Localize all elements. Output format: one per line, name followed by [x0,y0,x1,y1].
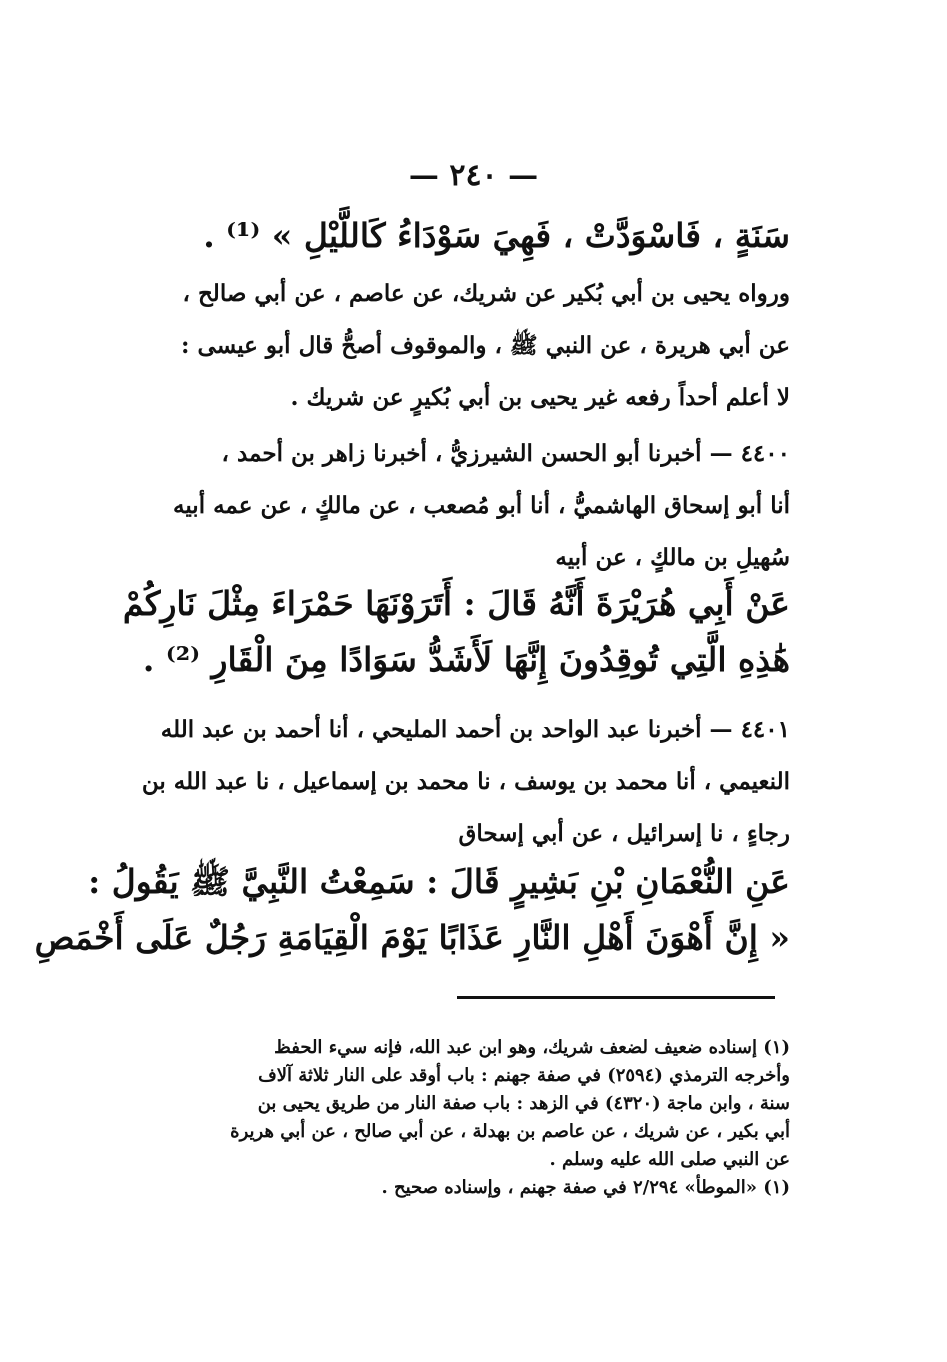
matn-line: هَٰذِهِ الَّتِي تُوقِدُونَ إِنَّهَا لَأَشَدُّ سَوَادًا مِنَ الْقَارِ ⁽²⁾ . [142,640,790,679]
hadith-4401-matn [34,854,790,966]
quote-line: سَنَةٍ ، فَاسْوَدَّتْ ، فَهِيَ سَوْدَاءُ كَاللَّيْلِ » ⁽¹⁾ . [203,216,790,255]
commentary-line: ورواه يحيى بن أبي بُكير عن شريك، عن عاصم ، عن أبي صالح ، [182,280,790,307]
commentary-line: عن أبي هريرة ، عن النبي ﷺ ، والموقوف أصحُّ قال أبو عيسى : [181,332,790,359]
isnad-line: رجاءٍ ، نا إسرائيل ، عن أبي إسحاق [458,820,790,847]
hadith-4401-isnad [120,704,790,860]
footnote-line: سنة ، وابن ماجة (٤٣٢٠) في الزهد : باب صفة النار من طريق يحيى بن [257,1093,790,1114]
hadith-4400-matn [120,576,790,688]
footnote-separator [457,996,775,999]
isnad-line: ٤٤٠١ — أخبرنا عبد الواحد بن أحمد المليحي ، أنا أحمد بن عبد الله [160,716,790,743]
top-quote [120,208,790,264]
isnad-line: ٤٤٠٠ — أخبرنا أبو الحسن الشيرزيُّ ، أخبرنا زاهر بن أحمد ، [221,440,790,467]
hadith-4400-isnad [120,428,790,584]
footnote-line: أبي بكير ، عن شريك ، عن عاصم بن بهدلة ، عن أبي صالح ، عن أبي هريرة [230,1121,790,1142]
isnad-line: أنا أبو إسحاق الهاشميُّ ، أنا أبو مُصعب ، عن مالكٍ ، عن عمه أبيه [173,492,790,519]
matn-line: عَنْ أَبِي هُرَيْرَةَ أَنَّهُ قَالَ : أَتَرَوْنَهَا حَمْرَاءَ مِثْلَ نَارِكُمْ [122,584,790,623]
footnotes [125,1034,790,1202]
footnote-line: (١) «الموطأ» ٢/٢٩٤ في صفة جهنم ، وإسناده صحيح . [381,1177,790,1198]
footnote-line: عن النبي صلى الله عليه وسلم . [549,1149,790,1170]
page-number: — ٢٤٠ — [408,158,539,193]
commentary-paragraph [120,268,790,424]
footnote-line: وأخرجه الترمذي (٢٥٩٤) في صفة جهنم : باب أوقد على النار ثلاثة آلاف [258,1065,790,1086]
commentary-line: لا أعلم أحداً رفعه غير يحيى بن أبي بُكيرٍ عن شريك . [290,384,790,411]
matn-line: « إِنَّ أَهْوَنَ أَهْلِ النَّارِ عَذَابًا يَوْمَ الْقِيَامَةِ رَجُلٌ عَلَى أَخْمَصِ [34,918,790,957]
isnad-line: سُهيلِ بن مالكٍ ، عن أبيه [555,544,790,571]
footnote-line: (١) إسناده ضعيف لضعف شريك، وهو ابن عبد الله، فإنه سيء الحفظ [274,1037,790,1058]
matn-line: عَنِ النُّعْمَانِ بْنِ بَشِيرٍ قَالَ : سَمِعْتُ النَّبِيَّ ﷺ يَقُولُ : [88,862,790,901]
isnad-line: النعيمي ، أنا محمد بن يوسف ، نا محمد بن إسماعيل ، نا عبد الله بن [141,768,790,795]
